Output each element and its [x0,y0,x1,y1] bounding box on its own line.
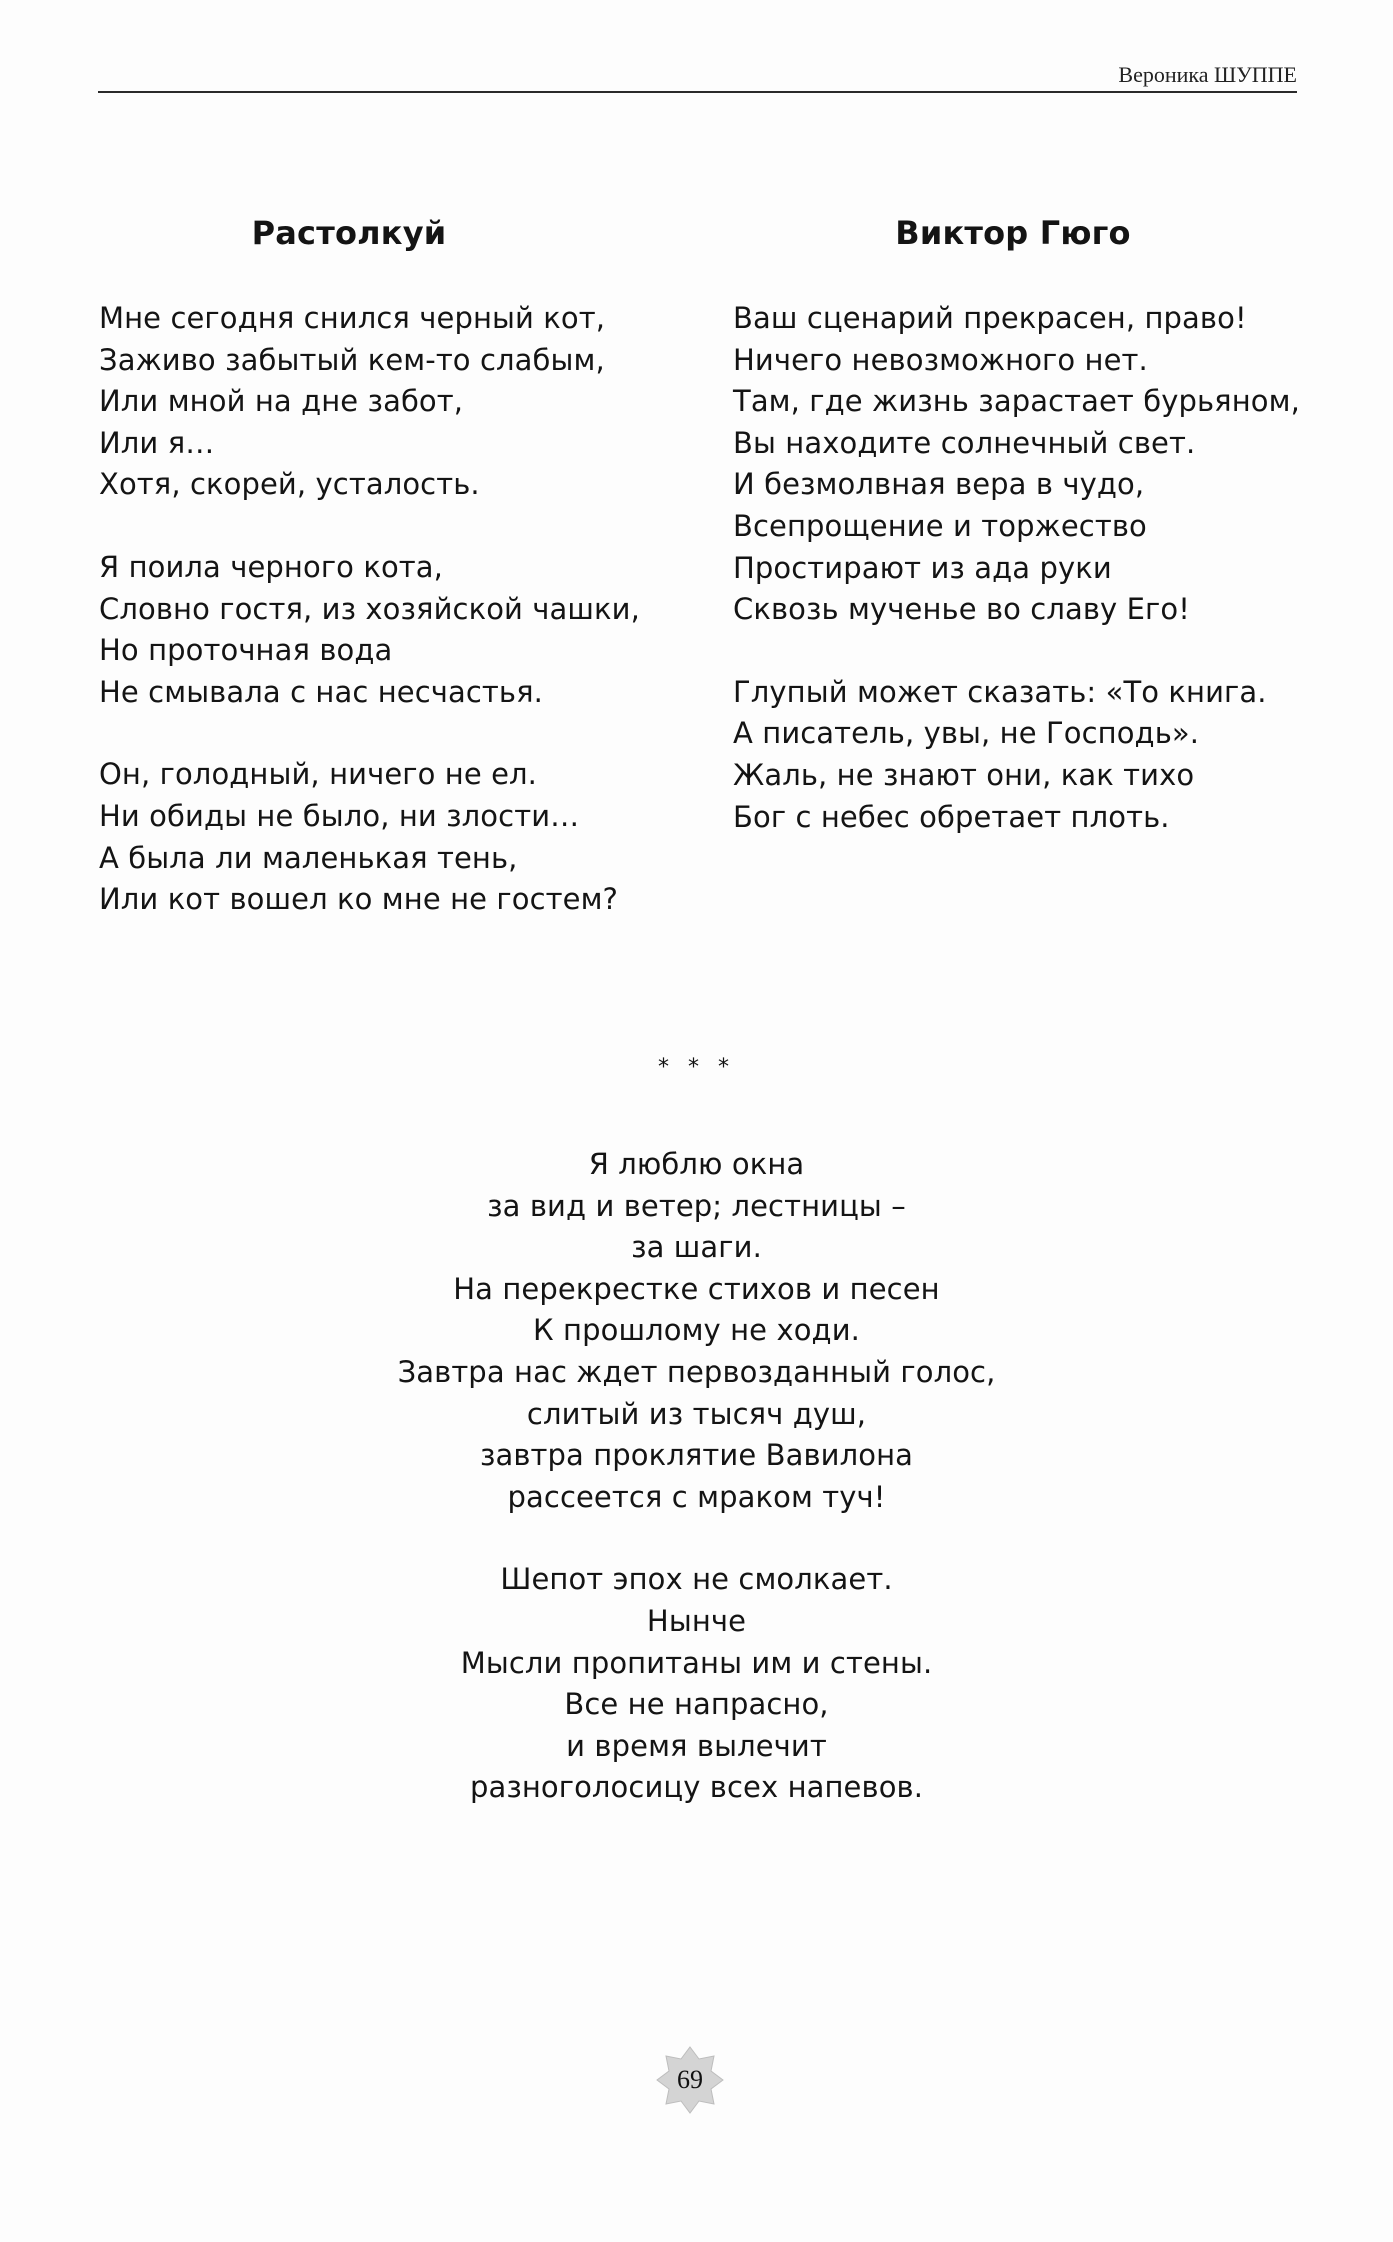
stanza [99,754,659,920]
poem-line: Заживо забытый кем-то слабым, [99,342,605,377]
poem-line: Ваш сценарий прекрасен, право! [733,301,1247,335]
poem-line: Мысли пропитаны им и стены. [460,1645,933,1680]
poem-line: А была ли маленькая тень, [99,840,518,875]
poem-line: Вы находите солнечный свет. [733,425,1196,460]
poem-line: Сквозь мученье во славу Его! [733,592,1190,627]
header-rule [98,91,1297,93]
page-number-badge [655,2045,725,2115]
poem-line: завтра проклятие Вавилона [479,1438,914,1473]
stanza [0,1144,1393,1518]
poem-line: Мне сегодня снился черный кот, [99,301,606,335]
page-number: 69 [677,2065,703,2094]
stanza [733,672,1333,838]
poem-line: за шаги. [631,1230,762,1265]
poem-line: Словно гостя, из хозяйской чашки, [99,591,640,626]
poem-line: слитый из тысяч душ, [526,1396,867,1431]
poem-line: К прошлому не ходи. [533,1313,860,1348]
poem-line: Жаль, не знают они, как тихо [733,757,1195,792]
stanza [99,298,659,506]
poem-line: Но проточная вода [99,633,393,668]
poem-line: Не смывала с нас несчастья. [99,674,543,709]
stanza [99,547,659,713]
poem-line: А писатель, увы, не Господь». [733,716,1200,751]
stanza [733,298,1333,631]
poem-title: Растолкуй [251,214,447,252]
running-header: Вероника ШУППЕ [1118,62,1297,87]
poem-line: Я поила черного кота, [99,549,443,584]
poem-line: Хотя, скорей, усталость. [99,467,480,502]
poem-line: за вид и ветер; лестницы – [487,1188,906,1223]
poem-line: Он, голодный, ничего не ел. [99,757,537,792]
poem-line: Или кот вошел ко мне не гостем? [99,882,619,917]
poem-line: Ничего невозможного нет. [733,342,1148,377]
poem-viktor-gyugo [733,214,1333,879]
poem-line: И безмолвная вера в чудо, [733,467,1145,502]
poem-line: разноголосицу всех напевов. [469,1770,924,1805]
poem-line: Нынче [646,1603,747,1638]
poem-line: Ни обиды не было, ни злости… [99,798,580,833]
poem-line: Бог с небес обретает плоть. [733,799,1170,834]
poem-untitled-centered [0,1144,1393,1850]
poem-line: Там, где жизнь зарастает бурьяном, [733,384,1300,419]
poem-line: Я люблю окна [588,1147,805,1181]
poem-line: Глупый может сказать: «То книга. [733,674,1267,709]
poem-body [733,298,1333,838]
poem-line: Шепот эпох не смолкает. [500,1562,893,1597]
poem-line: Всепрощение и торжество [733,508,1147,543]
poem-body [99,298,659,921]
section-separator: * * * [658,1055,735,1080]
poem-line: Все не напрасно, [564,1687,829,1722]
poem-line: Или я… [99,425,215,460]
poem-line: Простирают из ада руки [733,550,1112,585]
stanza [0,1559,1393,1809]
poem-line: На перекрестке стихов и песен [453,1271,940,1306]
poem-line: рассеется с мраком туч! [507,1479,886,1514]
poem-line: Завтра нас ждет первозданный голос, [397,1354,996,1389]
poem-rastolkuy [99,214,659,962]
poem-line: и время вылечит [566,1728,827,1763]
poem-line: Или мной на дне забот, [99,384,464,419]
poem-title: Виктор Гюго [895,214,1131,252]
